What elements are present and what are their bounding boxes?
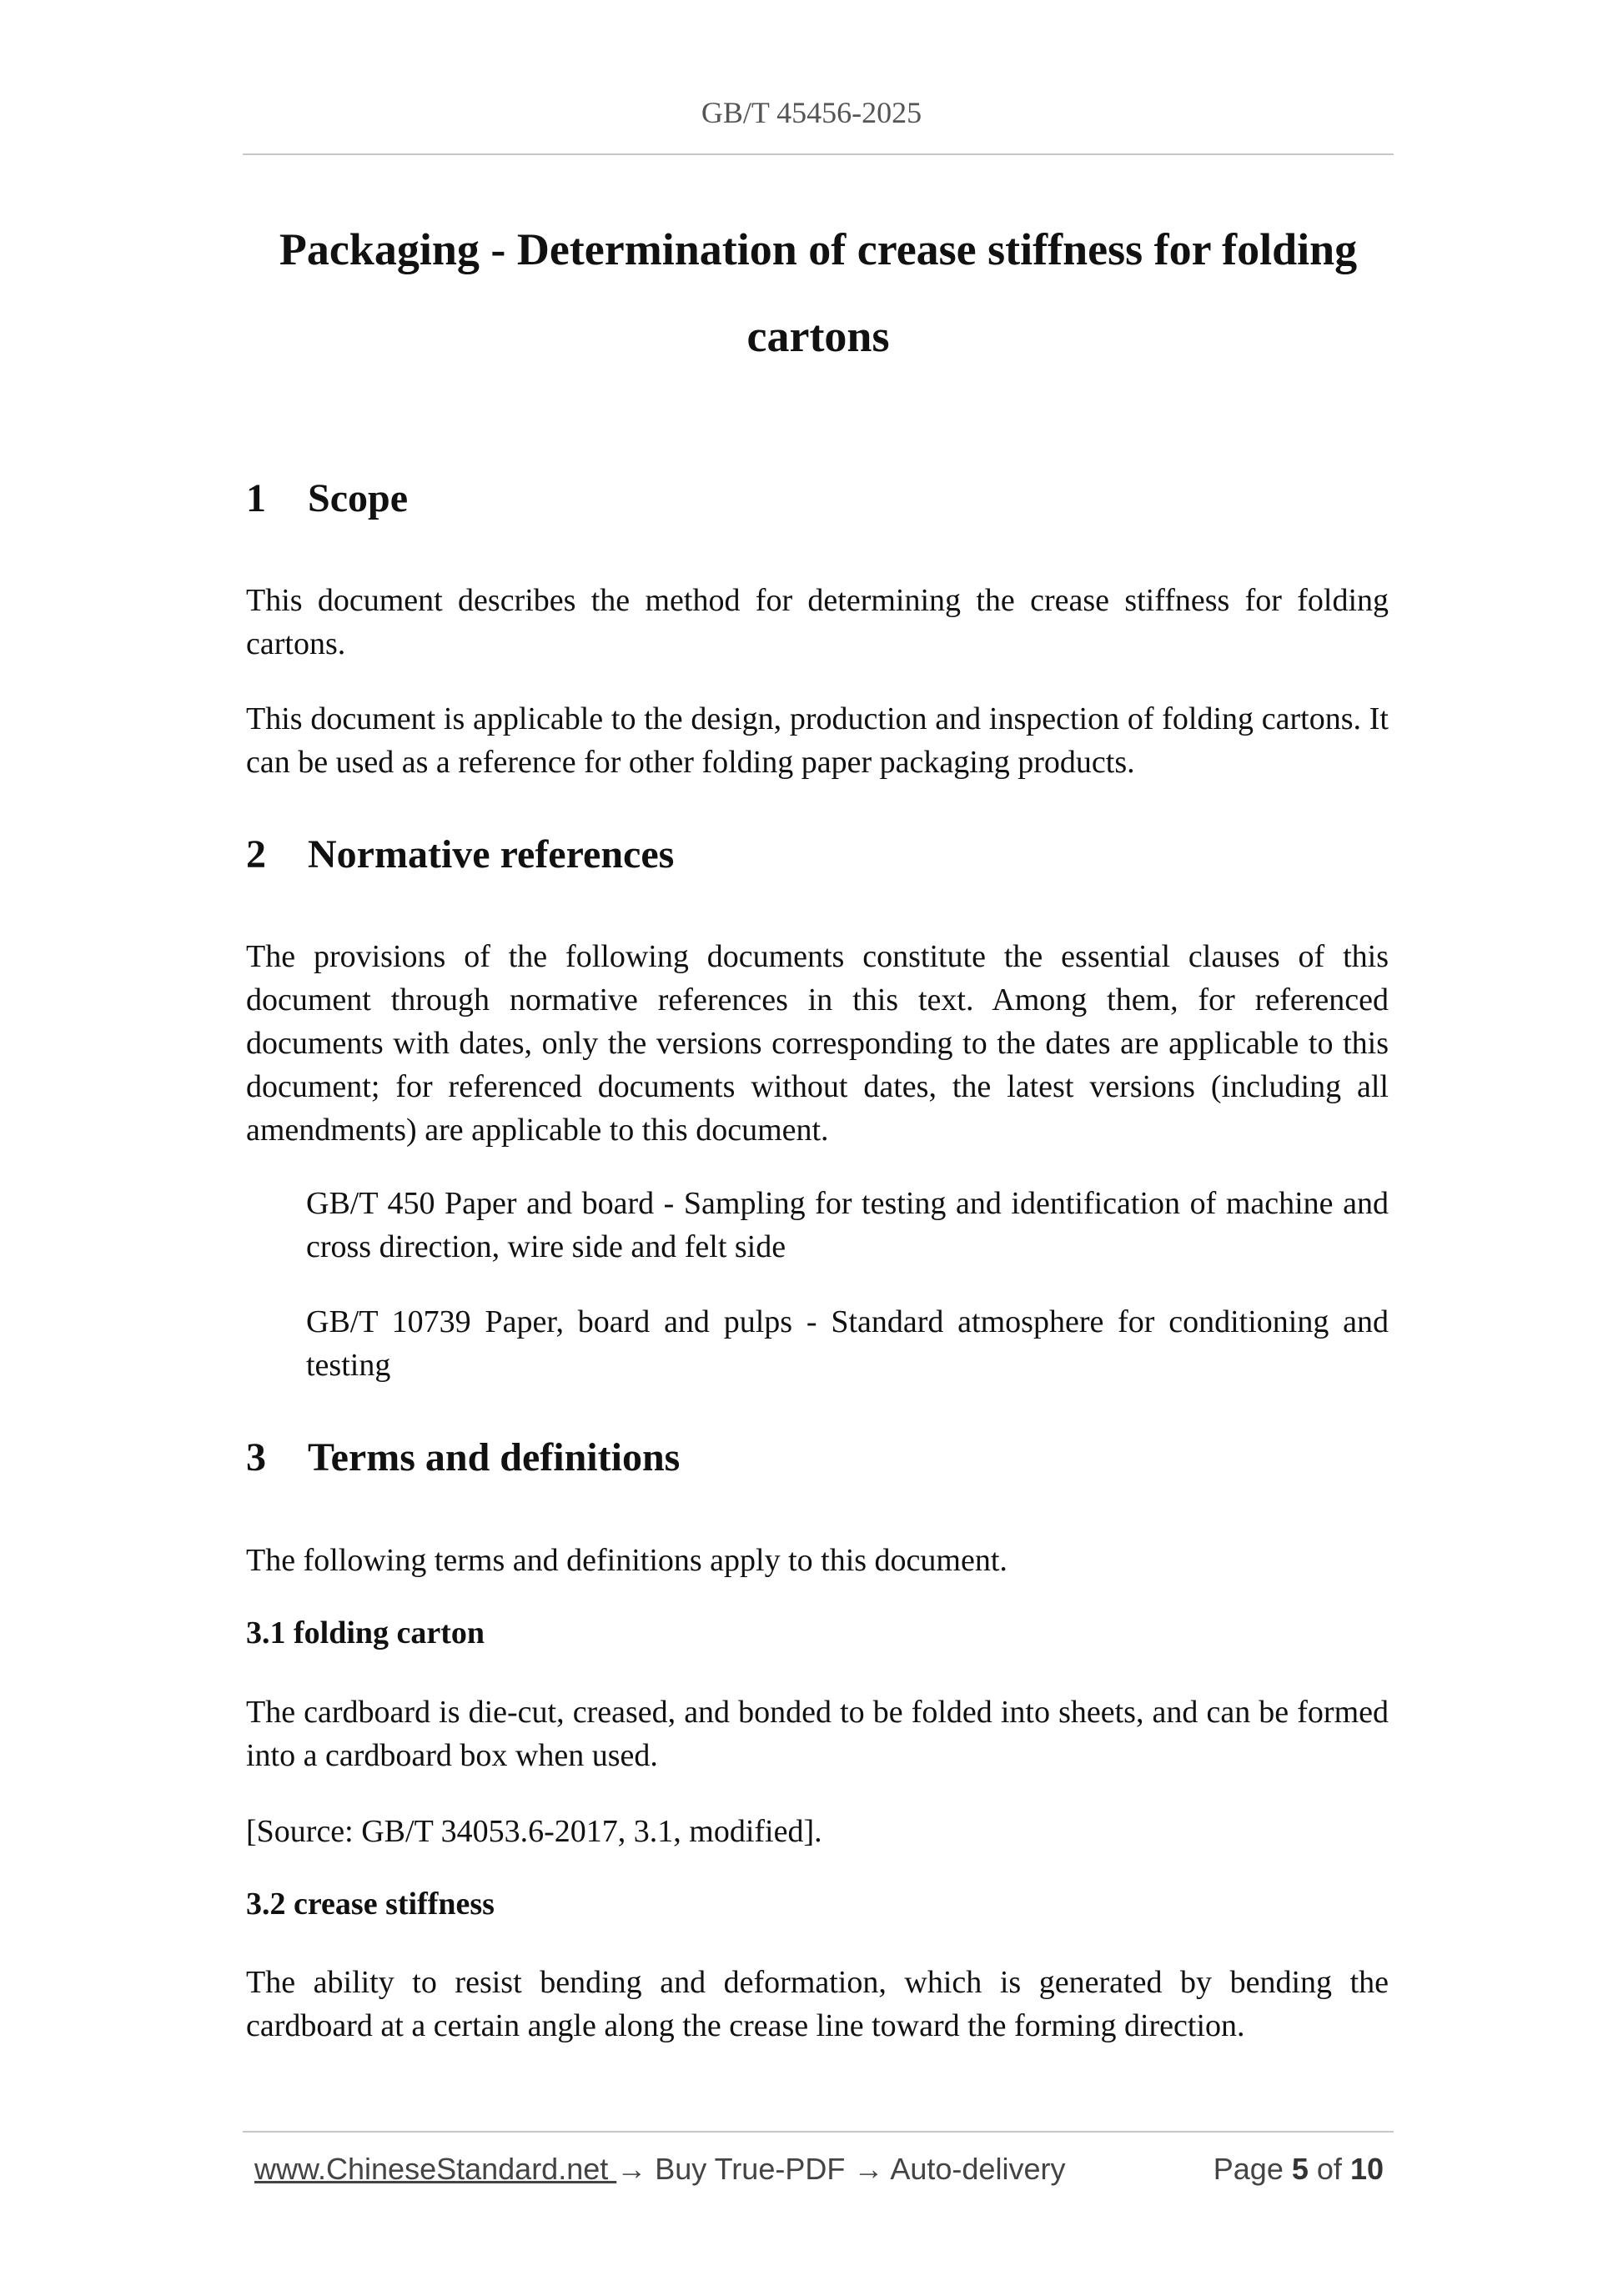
chinesestandard-link[interactable]: www.ChineseStandard.net	[254, 2152, 617, 2186]
scope-paragraph-1: This document describes the method for determining the crease stiffness for folding cartons.	[246, 583, 1389, 661]
terms-intro-paragraph: The following terms and definitions apply to this document.	[246, 1543, 1007, 1578]
current-page-number: 5	[1291, 2152, 1309, 2186]
reference-item-gbt-450: GB/T 450 Paper and board - Sampling for testing and identification of machine and cross direction, wire side and felt side	[306, 1186, 1389, 1264]
buy-true-pdf-text: Buy True-PDF	[655, 2152, 846, 2186]
term-3-1-source: [Source: GB/T 34053.6-2017, 3.1, modified].	[246, 1814, 822, 1849]
section-3-heading	[246, 1434, 680, 1480]
section-2-title: Normative references	[308, 832, 675, 877]
normative-references-paragraph: The provisions of the following documents constitute the essential clauses of this document through normative references in this text. Among them, for referenced documents with dates, only the versions corresponding to the dates are applicable to this document; for referenced documents without dates, the latest versions (including all amendments) are applicable to this document.	[246, 939, 1389, 1148]
footer-divider	[243, 2131, 1394, 2133]
section-3-title: Terms and definitions	[308, 1435, 681, 1480]
page-of-label: of	[1316, 2152, 1342, 2186]
term-3-2-definition: The ability to resist bending and deformation, which is generated by bending the cardboard at a certain angle along the crease line toward the forming direction.	[246, 1965, 1389, 2043]
page-footer	[254, 2152, 1389, 2193]
term-3-1-definition: The cardboard is die-cut, creased, and bonded to be folded into sheets, and can be formed into a cardboard box when used.	[246, 1695, 1389, 1773]
document-title	[243, 206, 1394, 379]
header-divider	[243, 153, 1394, 155]
footer-left	[254, 2152, 1065, 2187]
document-title-line-2: cartons	[746, 311, 890, 361]
section-1-title: Scope	[308, 476, 408, 520]
term-3-1-title: 3.1 folding carton	[246, 1615, 485, 1650]
page-number	[1213, 2152, 1384, 2187]
scope-paragraph-2: This document is applicable to the design, production and inspection of folding cartons. It can be used as a reference for other folding paper packaging products.	[246, 701, 1389, 780]
total-page-count: 10	[1349, 2152, 1384, 2186]
section-3-number: 3	[246, 1435, 266, 1480]
document-code-header: GB/T 45456-2025	[701, 96, 922, 129]
reference-item-gbt-10739: GB/T 10739 Paper, board and pulps - Standard atmosphere for conditioning and testing	[306, 1304, 1389, 1383]
section-2-number: 2	[246, 832, 266, 877]
page-label: Page	[1213, 2152, 1284, 2186]
section-2-heading	[246, 831, 674, 877]
arrow-right-icon: →	[853, 2152, 884, 2186]
auto-delivery-text: Auto-delivery	[890, 2152, 1066, 2186]
term-3-2-title: 3.2 crease stiffness	[246, 1887, 495, 1922]
section-1-number: 1	[246, 476, 266, 520]
document-title-line-1: Packaging - Determination of crease stiffness for folding	[279, 224, 1358, 274]
arrow-right-icon: →	[616, 2152, 647, 2186]
section-1-heading	[246, 475, 408, 521]
